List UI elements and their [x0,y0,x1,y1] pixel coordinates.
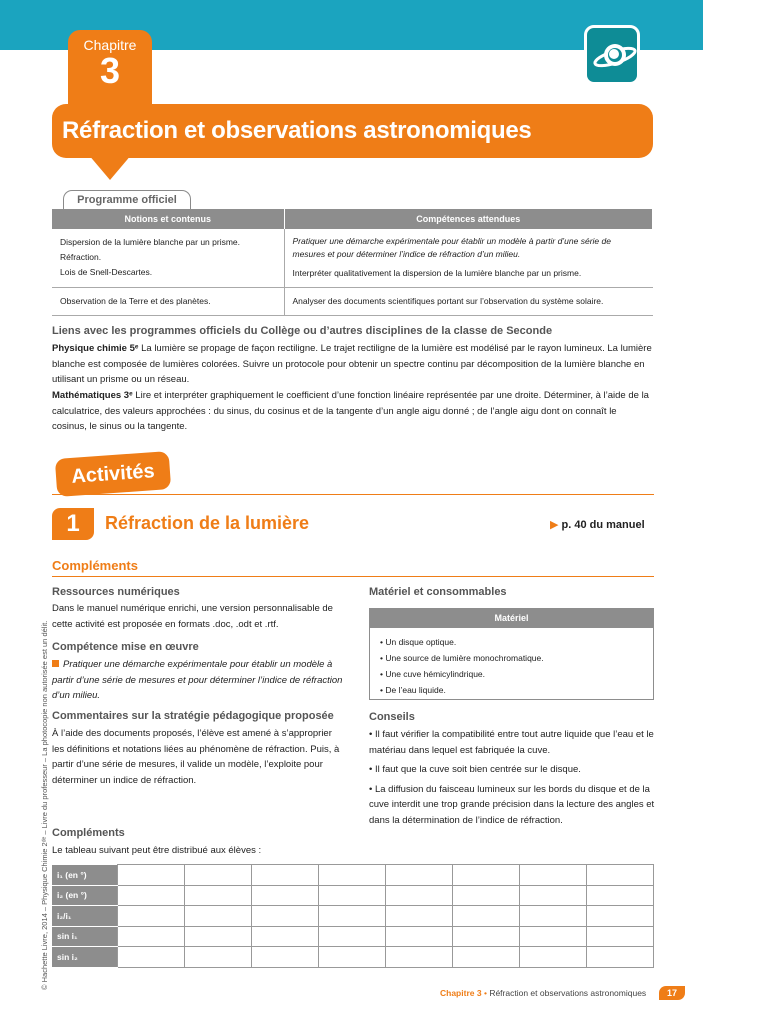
row-label: sin i₂ [53,947,118,968]
activity-number-badge: 1 [52,508,94,540]
empty-cell[interactable] [520,926,587,947]
empty-cell[interactable] [587,865,654,886]
empty-cell[interactable] [319,885,386,906]
footer-chapter: Chapitre 3 [440,988,482,998]
empty-cell[interactable] [319,906,386,927]
empty-cell[interactable] [386,865,453,886]
competences-cell: Analyser des documents scientifiques portant sur l’observation du système solaire. [284,288,653,316]
table-row [53,926,654,947]
empty-cell[interactable] [386,926,453,947]
empty-cell[interactable] [386,885,453,906]
row-label: i₁ (en °) [53,865,118,886]
competence-title: Compétence mise en œuvre [52,641,199,653]
empty-cell[interactable] [252,926,319,947]
footer-dot: • [483,988,487,998]
table-row [53,865,654,886]
paragraph-label: Mathématiques 3ᵉ [52,390,133,401]
ressources-text: Dans le manuel numérique enrichi, une version personnalisable de cette activité est proposée en formats .doc, .odt et .rtf. [52,603,333,630]
liens-paragraph-maths [52,388,654,435]
page-number: 17 [659,986,685,1000]
notion-item: Lois de Snell-Descartes. [60,267,153,277]
copyright-note: © Hachette Livre, 2014 – Physique Chimie 2ᵈᵉ – Livre du professeur – La photocopie non autorisée est un délit. [40,620,49,990]
row-label: i₂ (en °) [53,885,118,906]
empty-cell[interactable] [587,885,654,906]
table-row [53,947,654,968]
row-label: i₂/i₁ [53,906,118,927]
competence-text: Pratiquer une démarche expérimentale pour établir un modèle à partir d’une série de mesures et pour déterminer l’indice de réfraction d’un milieu. [292,236,611,259]
orange-square-bullet-icon [52,660,59,667]
empty-cell[interactable] [252,885,319,906]
empty-cell[interactable] [587,926,654,947]
empty-cell[interactable] [520,906,587,927]
empty-cell[interactable] [453,926,520,947]
empty-cell[interactable] [185,906,252,927]
empty-cell[interactable] [252,947,319,968]
list-item: • Il faut que la cuve soit bien centrée sur le disque. [369,764,581,775]
empty-cell[interactable] [520,885,587,906]
liens-title: Liens avec les programmes officiels du Collège ou d’autres disciplines de la classe de Seconde [52,325,553,337]
ressources-title: Ressources numériques [52,586,180,598]
empty-cell[interactable] [118,926,185,947]
header-competences: Compétences attendues [284,209,653,229]
empty-cell[interactable] [587,947,654,968]
complements2-title: Compléments [52,827,125,839]
programme-tab: Programme officiel [63,190,191,210]
page-reference [550,518,645,531]
chapter-title: Réfraction et observations astronomiques [62,117,532,144]
activites-label: Activités [55,451,171,497]
empty-cell[interactable] [319,947,386,968]
notion-item: Dispersion de la lumière blanche par un prisme. [60,237,241,247]
empty-cell[interactable] [118,865,185,886]
empty-cell[interactable] [118,906,185,927]
table-row [53,906,654,927]
empty-cell[interactable] [453,885,520,906]
paragraph-text: Lire et interpréter graphiquement le coefficient d’une fonction linéaire représentée par une droite. Déterminer, à l’aide de la calculatrice, des valeurs approchées : du sinus, du cosinus et de la tangente d’un angle aigu donné ; de l’angle aigu dont on connaît le cosinus, le sinus ou la tangente. [52,390,649,432]
list-item: • Il faut vérifier la compatibilité entre tout autre liquide que l’eau et le matériau dans lequel est fabriquée la cuve. [369,729,654,756]
empty-cell[interactable] [520,865,587,886]
paragraph-label: Physique chimie 5ᵉ [52,343,139,354]
empty-cell[interactable] [453,906,520,927]
triangle-right-icon: ▶ [550,519,559,531]
programme-table [52,209,653,316]
liens-paragraph-physique [52,341,654,388]
complements2-text: Le tableau suivant peut être distribué aux élèves : [52,845,262,856]
conseils-list [369,727,655,832]
empty-cell[interactable] [453,865,520,886]
materiel-title: Matériel et consommables [369,586,507,598]
title-banner [52,104,653,158]
page-reference-text: p. 40 du manuel [561,519,645,531]
competence-text: Interpréter qualitativement la dispersion de la lumière blanche par un prisme. [292,268,582,278]
notion-item: Réfraction. [60,252,102,262]
materiel-box [369,608,654,700]
list-item: • Une source de lumière monochromatique. [380,653,544,663]
notions-cell: Observation de la Terre et des planètes. [52,288,284,316]
materiel-header: Matériel [370,609,653,628]
empty-cell[interactable] [252,865,319,886]
chapter-tab [68,30,152,110]
empty-cell[interactable] [118,885,185,906]
header-notions: Notions et contenus [52,209,284,229]
activity-title: Réfraction de la lumière [105,513,310,533]
chapter-number: 3 [99,50,121,91]
materiel-list [370,628,653,704]
footer-title: Réfraction et observations astronomiques [489,988,647,998]
table-row [53,885,654,906]
planet-icon [584,25,640,85]
complements-title: Compléments [52,558,138,573]
divider [52,576,654,577]
paragraph-text: La lumière se propage de façon rectiligne. Le trajet rectiligne de la lumière est modélisé par le rayon lumineux. La lumière blanche est composée de lumières colorées. Suivre un protocole pour obtenir un spectre continu par décomposition de la lumière blanche en utilisant un prisme ou un réseau. [52,343,652,385]
empty-cell[interactable] [185,865,252,886]
notions-cell [52,229,284,288]
empty-cell[interactable] [252,906,319,927]
competence-item-text: Pratiquer une démarche expérimentale pour établir un modèle à partir d’une série de mesures et pour déterminer l’indice de réfraction d’un milieu. [52,659,343,701]
commentaires-text: À l’aide des documents proposés, l’élève est amené à s’approprier les définitions et notations liées au phénomène de réfraction. Puis, à partir d’une série de mesures, il valide un modèle, l’exploite pour déterminer un indice de réfraction. [52,728,340,786]
competence-item [52,657,344,704]
empty-cell[interactable] [319,865,386,886]
competences-cell [284,229,653,288]
empty-cell[interactable] [386,906,453,927]
empty-cell[interactable] [587,906,654,927]
list-item: • La diffusion du faisceau lumineux sur les bords du disque et de la cuve interdit une trop grande précision dans la lecture des angles et dans la détermination de l’indice de réfraction. [369,783,655,826]
conseils-title: Conseils [369,711,415,723]
empty-cell[interactable] [319,926,386,947]
row-label: sin i₁ [53,926,118,947]
list-item: • Un disque optique. [380,637,457,647]
empty-cell[interactable] [185,947,252,968]
title-banner-tail [88,154,132,180]
list-item: • De l’eau liquide. [380,685,446,695]
student-table [52,864,654,968]
empty-cell[interactable] [185,926,252,947]
empty-cell[interactable] [520,947,587,968]
empty-cell[interactable] [453,947,520,968]
commentaires-title: Commentaires sur la stratégie pédagogique proposée [52,710,334,722]
empty-cell[interactable] [185,885,252,906]
empty-cell[interactable] [386,947,453,968]
footer [440,988,646,998]
divider [52,494,654,495]
chapter-word: Chapitre [83,37,137,53]
list-item: • Une cuve hémicylindrique. [380,669,486,679]
empty-cell[interactable] [118,947,185,968]
